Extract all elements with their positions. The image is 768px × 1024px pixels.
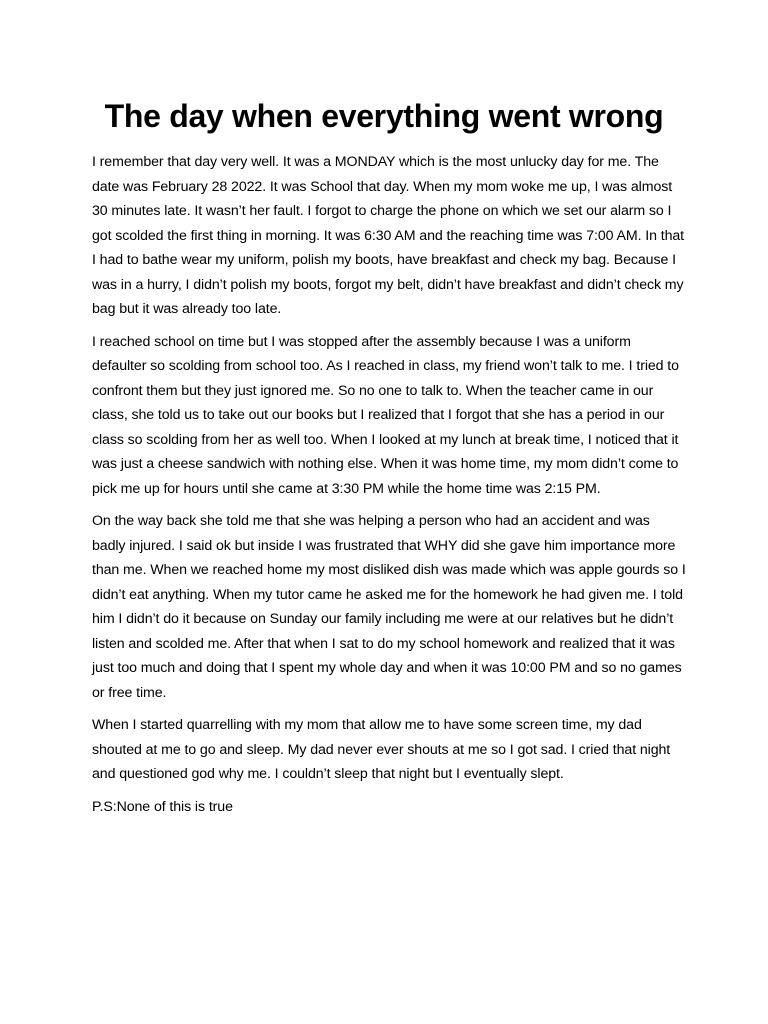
paragraph-2: I reached school on time but I was stopped after the assembly because I was a uniform defaulter so scolding from school too. As I reached in class, my friend won’t talk to me. I tried to confront them but they just ignored me. So no one to talk to. When the teacher came in our class, she told us to take out our books but I realized that I forgot that she has a period in our class so scolding from her as well too. When I looked at my lunch at break time, I noticed that it was just a cheese sandwich with nothing else. When it was home time, my mom didn’t come to pick me up for hours until she came at 3:30 PM while the home time was 2:15 PM. — [92, 333, 679, 497]
document-body — [92, 150, 686, 827]
paragraph-1: I remember that day very well. It was a MONDAY which is the most unlucky day for me. The date was February 28 2022. It was School that day. When my mom woke me up, I was almost 30 minutes late. It wasn’t her fault. I forgot to charge the phone on which we set our alarm so I got scolded the first thing in morning. It was 6:30 AM and the reaching time was 7:00 AM. In that I had to bathe wear my uniform, polish my boots, have breakfast and check my bag. Because I was in a hurry, I didn’t polish my boots, forgot my belt, didn’t have breakfast and didn’t check my bag but it was already too late. — [92, 154, 685, 317]
paragraph-4: When I started quarrelling with my mom that allow me to have some screen time, my dad shouted at me to go and sleep. My dad never ever shouts at me so I got sad. I cried that night and questioned god why me. I couldn’t sleep that night but I eventually slept. — [92, 717, 671, 782]
document-title: The day when everything went wrong — [104, 98, 664, 134]
paragraph-3: On the way back she told me that she was helping a person who had an accident and was badly injured. I said ok but inside I was frustrated that WHY did she gave him importance more than me. When we reached home my most disliked dish was made which was apple gourds so I didn’t eat anything. When my tutor came he asked me for the homework he had given me. I told him I didn’t do it because on Sunday our family including me were at our relatives but he didn’t listen and scolded me. After that when I sat to do my school homework and realized that it was just too much and doing that I spent my whole day and when it was 10:00 PM and so no games or free time. — [92, 513, 686, 701]
postscript: P.S:None of this is true — [92, 798, 233, 815]
